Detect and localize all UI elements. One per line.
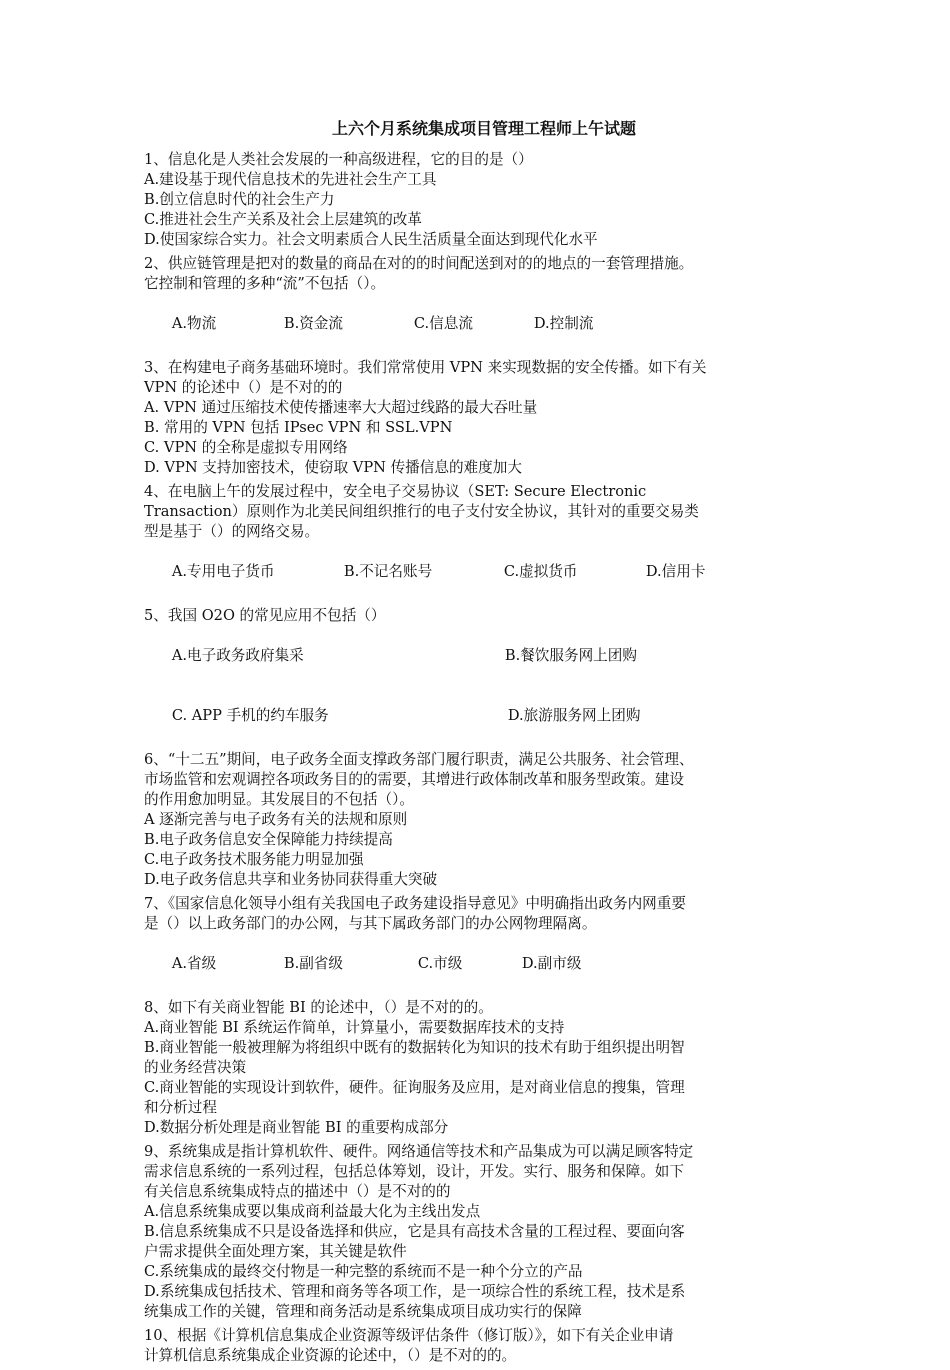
option-b: B.副省级 — [283, 955, 343, 972]
question-stem: 市场监管和宏观调控各项政务目的的需要，其增进行政体制改革和服务型政策。建设 — [144, 771, 684, 788]
option-a: A. VPN 通过压缩技术使传播速率大大超过线路的最大吞吐量 — [144, 399, 538, 416]
option-d: D. VPN 支持加密技术，使窃取 VPN 传播信息的难度加大 — [144, 459, 522, 476]
option-b: B.信息系统集成不只是设备选择和供应，它是具有高技术含量的工程过程、要面向客 — [144, 1223, 685, 1240]
option-d-continued: 统集成工作的关键，管理和商务活动是系统集成项目成功实行的保障 — [144, 1303, 582, 1320]
question-10 — [144, 1326, 824, 1366]
option-a: A.省级 — [171, 955, 217, 972]
question-9 — [144, 1142, 824, 1322]
question-stem: 2、供应链管理是把对的数量的商品在对的的时间配送到对的的地点的一套管理措施。 — [144, 255, 694, 272]
question-1 — [144, 150, 824, 250]
question-2 — [144, 254, 824, 354]
option-c: C.推进社会生产关系及社会上层建筑的改革 — [144, 211, 422, 228]
option-a: A.信息系统集成要以集成商利益最大化为主线出发点 — [144, 1203, 481, 1220]
option-b-continued: 户需求提供全面处理方案，其关键是软件 — [144, 1243, 407, 1260]
option-c: C.市级 — [417, 955, 463, 972]
options-row — [144, 294, 824, 354]
question-stem: 1、信息化是人类社会发展的一种高级进程，它的目的是（） — [144, 151, 533, 168]
question-stem: 是（）以上政务部门的办公网，与其下属政务部门的办公网物理隔离。 — [144, 915, 597, 932]
option-c: C.系统集成的最终交付物是一种完整的系统而不是一种个分立的产品 — [144, 1263, 583, 1280]
option-a: A.建设基于现代信息技术的先进社会生产工具 — [144, 171, 437, 188]
document-title: 上六个月系统集成项目管理工程师上午试题 — [331, 119, 636, 138]
question-stem: 有关信息系统集成特点的描述中（）是不对的的 — [144, 1183, 451, 1200]
question-3 — [144, 358, 824, 478]
question-stem: 3、在构建电子商务基础环境时。我们常常使用 VPN 来实现数据的安全传播。如下有关 — [144, 359, 707, 376]
options-row — [144, 542, 824, 602]
question-stem: Transaction）原则作为北美民间组织推行的电子支付安全协议，其针对的重要交易类 — [144, 503, 699, 520]
option-c: C. VPN 的全称是虚拟专用网络 — [144, 439, 348, 456]
option-c: C.商业智能的实现设计到软件，硬件。征询服务及应用，是对商业信息的搜集，管理 — [144, 1079, 685, 1096]
question-stem: 6、“十二五”期间，电子政务全面支撑政务部门履行职责，满足公共服务、社会管理、 — [144, 751, 694, 768]
options-row — [144, 934, 824, 994]
option-c-continued: 和分析过程 — [144, 1099, 217, 1116]
option-a: A.物流 — [171, 315, 217, 332]
question-stem: 8、如下有关商业智能 BI 的论述中，（）是不对的的。 — [144, 999, 493, 1016]
option-b: B.餐饮服务网上团购 — [504, 647, 637, 664]
option-b: B.资金流 — [283, 315, 343, 332]
question-stem: 5、我国 O2O 的常见应用不包括（） — [144, 607, 386, 624]
option-b: B.不记名账号 — [343, 563, 433, 580]
option-b: B.电子政务信息安全保障能力持续提高 — [144, 831, 393, 848]
option-d: D.信用卡 — [645, 563, 706, 580]
option-c: C. APP 手机的约车服务 — [171, 707, 329, 724]
options-row — [144, 686, 824, 746]
option-a: A.商业智能 BI 系统运作简单，计算量小，需要数据库技术的支持 — [144, 1019, 565, 1036]
option-a: A 逐渐完善与电子政务有关的法规和原则 — [144, 811, 408, 828]
question-stem: 计算机信息系统集成企业资源的论述中，（）是不对的的。 — [144, 1347, 517, 1364]
document — [144, 118, 824, 1370]
question-stem: 9、系统集成是指计算机软件、硬件。网络通信等技术和产品集成为可以满足顾客特定 — [144, 1143, 694, 1160]
question-stem: 4、在电脑上午的发展过程中，安全电子交易协议（SET: Secure Electronic — [144, 483, 647, 500]
question-7 — [144, 894, 824, 994]
option-a: A.电子政务政府集采 — [171, 647, 304, 664]
question-stem: 7、《国家信息化领导小组有关我国电子政务建设指导意见》中明确指出政务内网重要 — [144, 895, 686, 912]
option-d: D.电子政务信息共享和业务协同获得重大突破 — [144, 871, 438, 888]
option-b: B. 常用的 VPN 包括 IPsec VPN 和 SSL.VPN — [144, 419, 453, 436]
question-stem: 需求信息系统的一系列过程，包括总体筹划，设计，开发。实行、服务和保障。如下 — [144, 1163, 684, 1180]
option-b: B.创立信息时代的社会生产力 — [144, 191, 335, 208]
question-stem: 它控制和管理的多种“流”不包括（）。 — [144, 275, 386, 292]
question-stem: 的作用愈加明显。其发展目的不包括（）。 — [144, 791, 414, 808]
question-stem: 型是基于（）的网络交易。 — [144, 523, 320, 540]
option-d: D.使国家综合实力。社会文明素质合人民生活质量全面达到现代化水平 — [144, 231, 598, 248]
question-8 — [144, 998, 824, 1138]
option-d: D.副市级 — [521, 955, 582, 972]
option-d: D.系统集成包括技术、管理和商务等各项工作，是一项综合性的系统工程，技术是系 — [144, 1283, 686, 1300]
question-stem: VPN 的论述中（）是不对的的 — [144, 379, 343, 396]
option-c: C.信息流 — [413, 315, 473, 332]
options-row — [144, 626, 824, 686]
question-stem: 10、根据《计算机信息集成企业资源等级评估条件（修订版）》，如下有关企业申请 — [144, 1327, 674, 1344]
question-6 — [144, 750, 824, 890]
option-a: A.专用电子货币 — [171, 563, 275, 580]
question-4 — [144, 482, 824, 602]
option-c: C.虚拟货币 — [503, 563, 578, 580]
option-c: C.电子政务技术服务能力明显加强 — [144, 851, 364, 868]
option-b-continued: 的业务经营决策 — [144, 1059, 247, 1076]
option-d: D.数据分析处理是商业智能 BI 的重要构成部分 — [144, 1119, 449, 1136]
option-d: D.旅游服务网上团购 — [507, 707, 641, 724]
option-b: B.商业智能一般被理解为将组织中既有的数据转化为知识的技术有助于组织提出明智 — [144, 1039, 685, 1056]
option-d: D.控制流 — [533, 315, 594, 332]
question-5 — [144, 606, 824, 746]
